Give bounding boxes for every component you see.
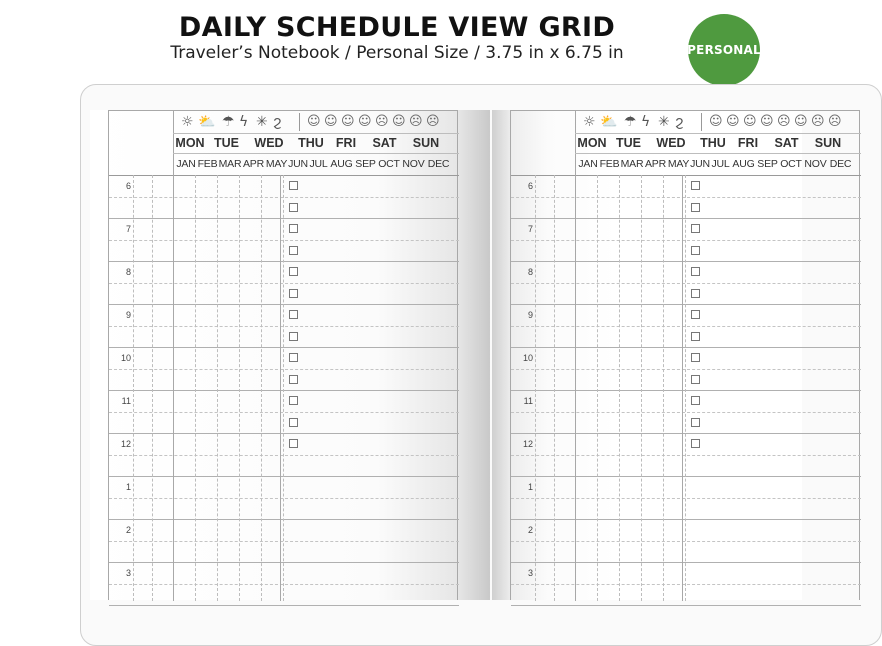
- cloud-sun-icon: ⛅: [198, 114, 216, 130]
- grid-row-line: [511, 498, 861, 499]
- task-checkbox[interactable]: [691, 289, 700, 298]
- schedule-grid: [108, 110, 458, 600]
- task-checkbox[interactable]: [691, 439, 700, 448]
- month-aug[interactable]: AUG: [732, 158, 755, 170]
- month-jun[interactable]: JUN: [690, 158, 710, 170]
- month-sep[interactable]: SEP: [757, 158, 778, 170]
- hour-label: 1: [125, 482, 131, 492]
- icons-row: [575, 111, 861, 133]
- snowflake-icon: ✳: [256, 114, 268, 130]
- month-jul[interactable]: JUL: [309, 158, 328, 170]
- schedule-grid: [510, 110, 860, 600]
- rain-cloud-icon: ☂: [624, 114, 637, 130]
- month-jan[interactable]: JAN: [578, 158, 598, 170]
- weekday-thu[interactable]: THU: [298, 136, 324, 150]
- grid-row-line: [109, 605, 459, 606]
- task-checkbox[interactable]: [691, 310, 700, 319]
- month-jan[interactable]: JAN: [176, 158, 196, 170]
- grid-row-line: [109, 240, 459, 241]
- tired-face-icon: ☺: [358, 114, 372, 129]
- grid-row-line: [109, 412, 459, 413]
- sun-icon: ☼: [583, 114, 596, 130]
- weekday-fri[interactable]: FRI: [335, 136, 357, 150]
- grid-row-line: [511, 240, 861, 241]
- grid-column-line: [152, 175, 153, 601]
- month-apr[interactable]: APR: [645, 158, 666, 170]
- month-jul[interactable]: JUL: [711, 158, 730, 170]
- grid-column-line: [280, 175, 281, 601]
- grid-row-line: [511, 519, 861, 520]
- hour-label: 2: [527, 525, 533, 535]
- hour-label: 9: [125, 310, 131, 320]
- grid-row-line: [109, 369, 459, 370]
- sick-face-icon: ☹: [409, 114, 423, 129]
- task-checkbox[interactable]: [289, 267, 298, 276]
- month-feb[interactable]: FEB: [599, 158, 620, 170]
- grid-header: [109, 111, 459, 176]
- task-checkbox[interactable]: [691, 267, 700, 276]
- sleepy-face-icon: ☺: [794, 114, 808, 129]
- neutral-face-icon: ☺: [743, 114, 757, 129]
- grid-column-line: [575, 175, 576, 601]
- task-checkbox[interactable]: [289, 203, 298, 212]
- grid-column-line: [663, 175, 664, 601]
- tired-face-icon: ☺: [760, 114, 774, 129]
- hour-label: 3: [527, 568, 533, 578]
- weekday-wed[interactable]: WED: [656, 136, 686, 150]
- task-checkbox[interactable]: [289, 181, 298, 190]
- grid-column-line: [641, 175, 642, 601]
- month-may[interactable]: MAY: [667, 158, 690, 170]
- sad-face-icon: ☹: [777, 114, 791, 129]
- personal-badge: PERSONAL: [688, 14, 760, 86]
- grid-column-line: [173, 175, 174, 601]
- lightning-icon: ϟ: [239, 114, 249, 130]
- grid-column-line: [195, 175, 196, 601]
- annoyed-face-icon: ☹: [426, 114, 440, 129]
- hour-label: 12: [120, 439, 131, 449]
- grid-row-line: [511, 218, 861, 219]
- task-checkbox[interactable]: [691, 353, 700, 362]
- content-face-icon: ☺: [324, 114, 338, 129]
- grid-column-line: [685, 175, 686, 601]
- grid-row-line: [109, 498, 459, 499]
- month-mar[interactable]: MAR: [620, 158, 644, 170]
- month-row: [575, 153, 861, 175]
- rain-cloud-icon: ☂: [222, 114, 235, 130]
- left-page: [90, 110, 490, 600]
- month-nov[interactable]: NOV: [804, 158, 827, 170]
- task-checkbox[interactable]: [289, 310, 298, 319]
- task-checkbox[interactable]: [289, 418, 298, 427]
- annoyed-face-icon: ☹: [828, 114, 842, 129]
- weekday-sat[interactable]: SAT: [372, 136, 397, 150]
- hour-label: 10: [120, 353, 131, 363]
- grid-row-line: [511, 304, 861, 305]
- weekday-sat[interactable]: SAT: [774, 136, 799, 150]
- grid-column-line: [682, 175, 683, 601]
- hour-label: 2: [125, 525, 131, 535]
- grid-row-line: [109, 584, 459, 585]
- grid-row-line: [511, 390, 861, 391]
- grid-row-line: [109, 390, 459, 391]
- task-checkbox[interactable]: [691, 375, 700, 384]
- cloud-sun-icon: ⛅: [600, 114, 618, 130]
- month-oct[interactable]: OCT: [378, 158, 400, 170]
- schedule-body: [109, 175, 459, 601]
- month-jun[interactable]: JUN: [288, 158, 308, 170]
- header-corner: [511, 111, 576, 175]
- month-feb[interactable]: FEB: [197, 158, 218, 170]
- wind-icon: ϩ: [273, 114, 282, 130]
- task-checkbox[interactable]: [691, 396, 700, 405]
- icons-row: [173, 111, 459, 133]
- weekday-wed[interactable]: WED: [254, 136, 284, 150]
- grid-row-line: [109, 347, 459, 348]
- grid-row-line: [511, 283, 861, 284]
- weekday-tue[interactable]: TUE: [214, 136, 239, 150]
- task-checkbox[interactable]: [289, 396, 298, 405]
- hour-label: 7: [527, 224, 533, 234]
- task-checkbox[interactable]: [289, 439, 298, 448]
- grid-row-line: [511, 476, 861, 477]
- grid-row-line: [511, 197, 861, 198]
- grid-column-line: [217, 175, 218, 601]
- sleepy-face-icon: ☺: [392, 114, 406, 129]
- month-apr[interactable]: APR: [243, 158, 264, 170]
- sick-face-icon: ☹: [811, 114, 825, 129]
- grid-row-line: [511, 412, 861, 413]
- grid-row-line: [109, 562, 459, 563]
- task-checkbox[interactable]: [289, 246, 298, 255]
- wind-icon: ϩ: [675, 114, 684, 130]
- month-aug[interactable]: AUG: [330, 158, 353, 170]
- hour-label: 8: [527, 267, 533, 277]
- icon-separator: [701, 113, 702, 131]
- grid-column-line: [619, 175, 620, 601]
- grid-row-line: [109, 519, 459, 520]
- weekday-mon[interactable]: MON: [577, 136, 607, 150]
- weekday-sun[interactable]: SUN: [412, 136, 440, 150]
- weekday-row: [575, 133, 861, 153]
- grid-column-line: [283, 175, 284, 601]
- grid-row-line: [109, 326, 459, 327]
- content-face-icon: ☺: [726, 114, 740, 129]
- grid-row-line: [511, 455, 861, 456]
- task-checkbox[interactable]: [691, 418, 700, 427]
- lightning-icon: ϟ: [641, 114, 651, 130]
- hour-label: 12: [522, 439, 533, 449]
- snowflake-icon: ✳: [658, 114, 670, 130]
- right-page: [492, 110, 852, 600]
- grid-row-line: [109, 455, 459, 456]
- grid-row-line: [109, 261, 459, 262]
- smile-face-icon: ☺: [307, 114, 321, 129]
- grid-row-line: [109, 283, 459, 284]
- grid-column-line: [597, 175, 598, 601]
- grid-row-line: [109, 476, 459, 477]
- grid-row-line: [511, 562, 861, 563]
- task-checkbox[interactable]: [289, 353, 298, 362]
- sun-icon: ☼: [181, 114, 194, 130]
- grid-row-line: [511, 326, 861, 327]
- grid-column-line: [535, 175, 536, 601]
- grid-column-line: [239, 175, 240, 601]
- grid-row-line: [109, 197, 459, 198]
- grid-row-line: [511, 605, 861, 606]
- task-checkbox[interactable]: [289, 375, 298, 384]
- month-sep[interactable]: SEP: [355, 158, 376, 170]
- month-dec[interactable]: DEC: [829, 158, 852, 170]
- weekday-fri[interactable]: FRI: [737, 136, 759, 150]
- task-checkbox[interactable]: [289, 224, 298, 233]
- grid-row-line: [511, 261, 861, 262]
- weekday-thu[interactable]: THU: [700, 136, 726, 150]
- grid-header: [511, 111, 861, 176]
- month-nov[interactable]: NOV: [402, 158, 425, 170]
- hour-label: 11: [523, 396, 533, 406]
- month-may[interactable]: MAY: [265, 158, 288, 170]
- task-checkbox[interactable]: [691, 246, 700, 255]
- header-corner: [109, 111, 174, 175]
- grid-row-line: [109, 541, 459, 542]
- hour-label: 8: [125, 267, 131, 277]
- sad-face-icon: ☹: [375, 114, 389, 129]
- hour-label: 10: [522, 353, 533, 363]
- hour-label: 9: [527, 310, 533, 320]
- hour-label: 1: [527, 482, 533, 492]
- month-oct[interactable]: OCT: [780, 158, 802, 170]
- page-subtitle: Traveler’s Notebook / Personal Size / 3.75 in x 6.75 in: [170, 43, 624, 63]
- icon-separator: [299, 113, 300, 131]
- weekday-row: [173, 133, 459, 153]
- neutral-face-icon: ☺: [341, 114, 355, 129]
- grid-row-line: [109, 304, 459, 305]
- hour-label: 11: [121, 396, 131, 406]
- task-checkbox[interactable]: [691, 224, 700, 233]
- schedule-body: [511, 175, 861, 601]
- grid-row-line: [511, 541, 861, 542]
- weekday-sun[interactable]: SUN: [814, 136, 842, 150]
- grid-row-line: [511, 369, 861, 370]
- month-dec[interactable]: DEC: [427, 158, 450, 170]
- grid-row-line: [109, 218, 459, 219]
- grid-column-line: [261, 175, 262, 601]
- task-checkbox[interactable]: [289, 289, 298, 298]
- grid-row-line: [511, 347, 861, 348]
- smile-face-icon: ☺: [709, 114, 723, 129]
- task-checkbox[interactable]: [691, 203, 700, 212]
- hour-label: 6: [527, 181, 533, 191]
- grid-column-line: [133, 175, 134, 601]
- grid-row-line: [109, 433, 459, 434]
- task-checkbox[interactable]: [289, 332, 298, 341]
- hour-label: 3: [125, 568, 131, 578]
- page-title: DAILY SCHEDULE VIEW GRID: [178, 12, 616, 43]
- month-mar[interactable]: MAR: [218, 158, 242, 170]
- month-row: [173, 153, 459, 175]
- task-checkbox[interactable]: [691, 181, 700, 190]
- weekday-tue[interactable]: TUE: [616, 136, 641, 150]
- grid-column-line: [554, 175, 555, 601]
- grid-row-line: [511, 433, 861, 434]
- hour-label: 6: [125, 181, 131, 191]
- weekday-mon[interactable]: MON: [175, 136, 205, 150]
- hour-label: 7: [125, 224, 131, 234]
- task-checkbox[interactable]: [691, 332, 700, 341]
- grid-row-line: [511, 584, 861, 585]
